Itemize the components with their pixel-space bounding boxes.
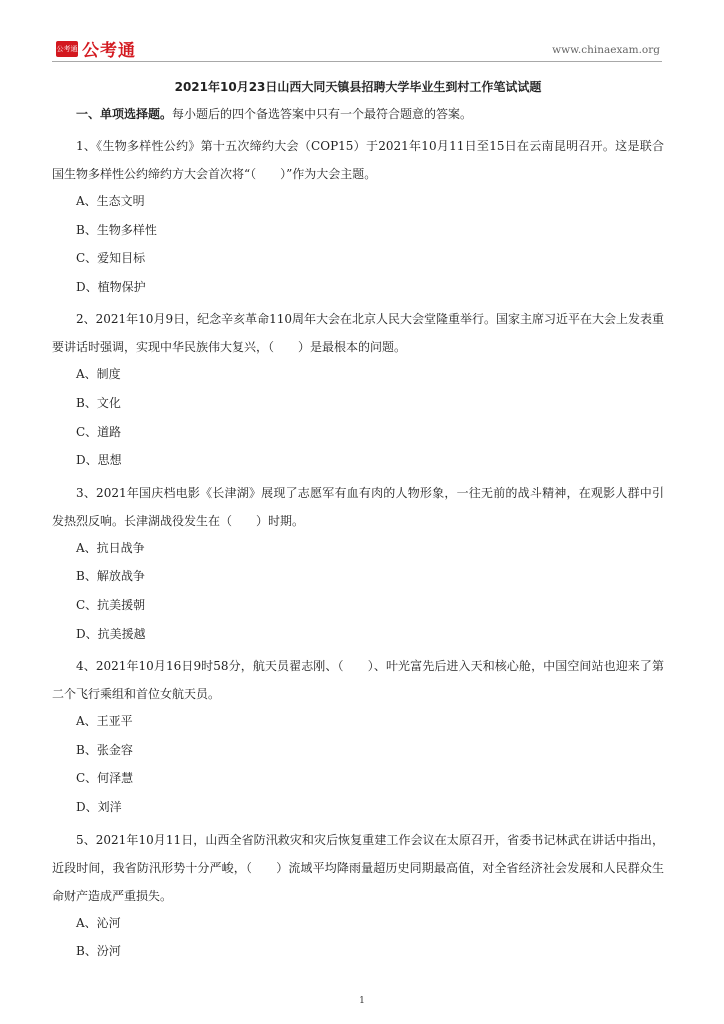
answer-option: C、何泽慧 — [76, 771, 134, 786]
answer-option: A、王亚平 — [76, 714, 133, 729]
answer-option: D、刘洋 — [76, 799, 122, 814]
question-stem: 5、2021年10月11日，山西全省防汛救灾和灾后恢复重建工作会议在太原召开，省委书记林武在讲话中指出，近段时间，我省防汛形势十分严峻，（ ）流域平均降雨量超历史同期最高值，对全省经济社会发展和人民群众生命财产造成严重损失。 — [52, 832, 664, 903]
answer-option: B、张金容 — [76, 742, 133, 757]
answer-option: C、道路 — [76, 424, 122, 439]
answer-option: A、抗日战争 — [76, 540, 145, 555]
answer-option: A、生态文明 — [76, 194, 145, 208]
answer-option: C、爱知目标 — [76, 251, 146, 266]
section-label: 一、单项选择题。 — [76, 107, 173, 121]
document-title: 2021年10月23日山西大同天镇县招聘大学毕业生到村工作笔试试题 — [174, 80, 542, 94]
question-block — [52, 132, 664, 297]
page-header — [52, 30, 662, 62]
question-stem: 4、2021年10月16日9时58分，航天员翟志刚、（ ）、叶光富先后进入天和核心舱，中国空间站也迎来了第二个飞行乘组和首位女航天员。 — [52, 659, 664, 702]
logo-name: 公考通 — [82, 41, 136, 61]
answer-option: D、思想 — [76, 453, 122, 468]
section-heading — [52, 104, 664, 124]
answer-option: D、抗美援越 — [76, 626, 146, 641]
answer-option: B、汾河 — [76, 944, 121, 959]
section-instruction: 每小题后的四个备选答案中只有一个最符合题意的答案。 — [172, 107, 473, 121]
answer-option: B、解放战争 — [76, 569, 145, 584]
question-block — [52, 305, 664, 470]
question-stem: 1、《生物多样性公约》第十五次缔约大会（COP15）于2021年10月11日至15日在云南昆明召开。这是联合国生物多样性公约缔约方大会首次将“（ ）”作为大会主题。 — [52, 139, 664, 181]
answer-option: A、制度 — [76, 367, 121, 382]
document-body — [52, 76, 664, 970]
question-block — [52, 652, 664, 817]
logo-badge-icon: 公考通 — [56, 41, 78, 57]
question-block — [52, 479, 664, 644]
answer-option: B、生物多样性 — [76, 222, 157, 237]
answer-option: A、沁河 — [76, 915, 121, 930]
question-stem: 2、2021年10月9日，纪念辛亥革命110周年大会在北京人民大会堂隆重举行。国家主席习近平在大会上发表重要讲话时强调，实现中华民族伟大复兴，（ ）是最根本的问题。 — [52, 312, 664, 355]
page-number: 1 — [359, 996, 365, 1006]
answer-option: D、植物保护 — [76, 279, 146, 294]
brand-logo[interactable] — [56, 36, 136, 61]
question-block — [52, 826, 664, 962]
site-url: www.chinaexam.org — [552, 44, 660, 56]
question-stem: 3、2021年国庆档电影《长津湖》展现了志愿军有血有肉的人物形象，一往无前的战斗精神，在观影人群中引发热烈反响。长津湖战役发生在（ ）时期。 — [52, 485, 664, 528]
header-divider — [52, 61, 662, 62]
answer-option: C、抗美援朝 — [76, 597, 146, 612]
answer-option: B、文化 — [76, 395, 121, 410]
